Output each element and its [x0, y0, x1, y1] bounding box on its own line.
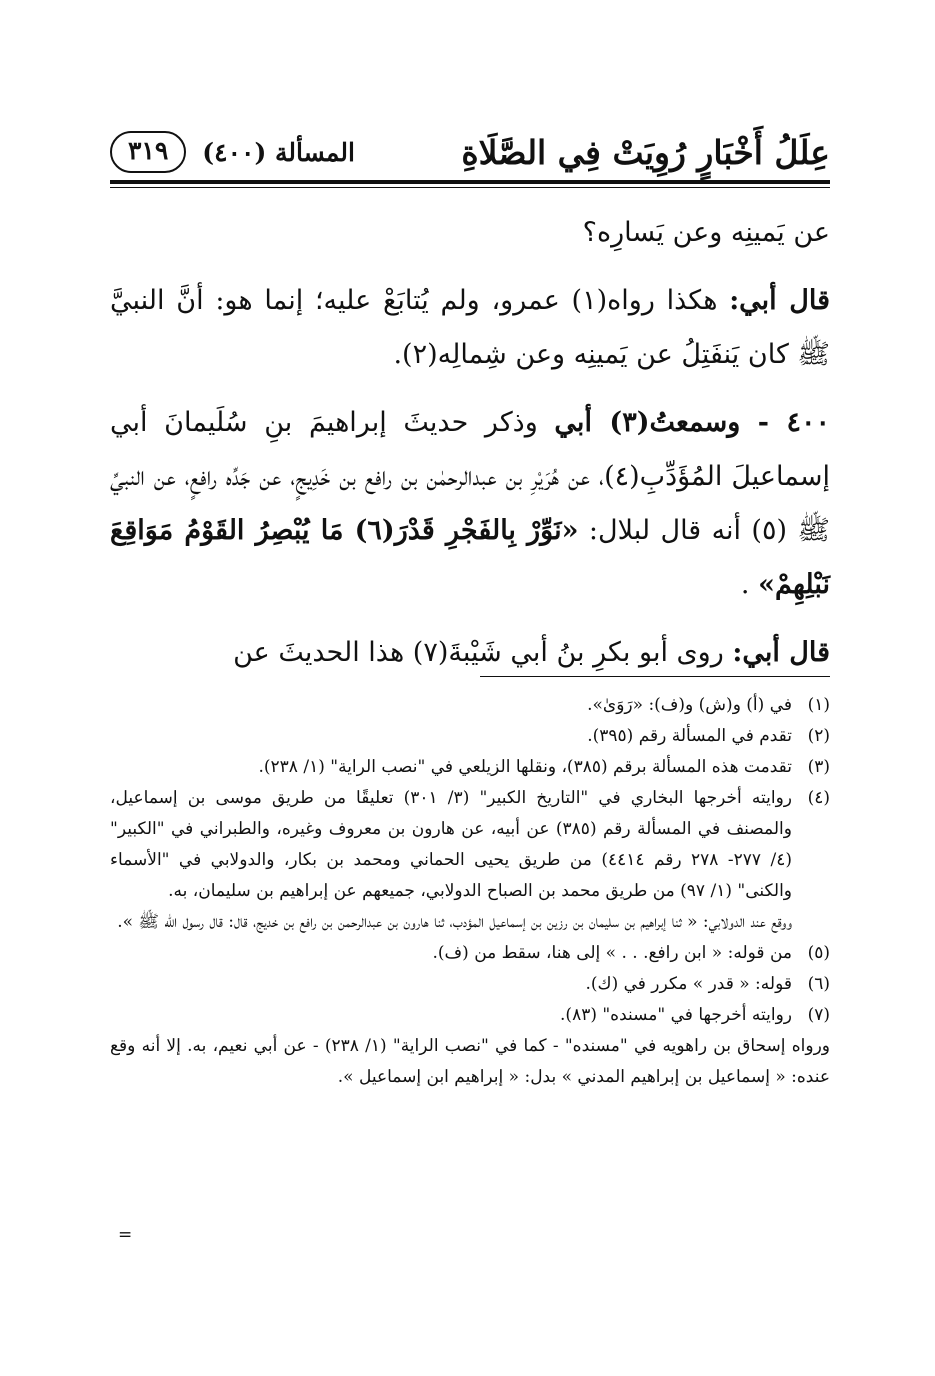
paragraph-2-lead: قال أبي: [729, 285, 830, 316]
continuation-mark: = [118, 1225, 133, 1245]
paragraph-3 [110, 396, 830, 612]
footnote-number: (٢) [807, 726, 830, 746]
footnote-2 [110, 721, 830, 752]
footnote-text [110, 783, 792, 938]
paragraph-3-end: . [740, 569, 750, 600]
footnote-text: من قوله: « ابن رافع. . . » إلى هنا، سقط من (ف). [432, 943, 792, 963]
footnote-4-extra: ووقع عند الدولابي: « ثنا إبراهيم بن سليمان بن رزين بن إسماعيل المؤدب، ثنا هارون بن عبدالرحمن بن رافع بن خديج، قال: قال رسول الله ﷺ ». [117, 912, 792, 932]
footnote-4 [110, 783, 830, 938]
footnote-5 [110, 938, 830, 969]
paragraph-2-text: هكذا رواه(١) عمرو، ولم يُتابَعْ عليه؛ إنما هو: أنَّ النبيَّ ﷺ كان يَنفَتِلُ عن يَمينِه وعن شِمالِه(٢). [110, 285, 830, 370]
footnote-number: (٣) [807, 757, 830, 777]
page-number: ٣١٩ [110, 131, 186, 173]
header-issue-group [110, 131, 355, 173]
paragraph-2 [110, 274, 830, 382]
running-header [110, 128, 830, 176]
header-rule-thin [110, 187, 830, 188]
footnote-1 [110, 690, 830, 721]
footnote-number: (٤) [807, 788, 830, 808]
footnote-number: (٧) [807, 1005, 830, 1025]
footnote-number: (٦) [807, 974, 830, 994]
main-text [110, 206, 830, 694]
paragraph-1-text: عن يَمينِه وعن يَسارِه؟ [582, 217, 830, 248]
paragraph-3-lead: ٤٠٠ - وسمعتُ(٣) أبي [554, 407, 830, 438]
paragraph-4-lead: قال أبي: [732, 637, 830, 668]
footnote-text: قوله: « قدر » مكرر في (ك). [585, 974, 792, 994]
footnote-text: روايته أخرجها في "مسنده" (٨٣). [560, 1005, 792, 1025]
footnote-4-main: روايته أخرجها البخاري في "التاريخ الكبير" (٣/ ٣٠١) تعليقًا من طريق موسى بن إسماعيل، والمصنف في المسألة رقم (٣٨٥) عن أبيه، عن هارون بن معروف وغيره، والطبراني في "الكبير" (٤/ ٢٧٧- ٢٧٨ رقم ٤٤١٤) من طريق يحيى الحماني ومحمد بن بكار، والدولابي في "الأسماء والكنى" (١/ ٩٧) من طريق محمد بن الصباح الدولابي، جميعهم عن إبراهيم بن سليمان، به. [110, 788, 792, 901]
paragraph-1 [110, 206, 830, 260]
footnote-text: تقدمت هذه المسألة برقم (٣٨٥)، ونقلها الزيلعي في "نصب الراية" (١/ ٢٣٨). [258, 757, 792, 777]
paragraph-4 [110, 626, 830, 680]
footnote-separator [480, 676, 830, 677]
footnote-3 [110, 752, 830, 783]
footnote-7 [110, 1000, 830, 1031]
footnote-text: تقدم في المسألة رقم (٣٩٥). [587, 726, 792, 746]
hadith-quote: «نَوِّرْ بِالفَجْرِ قَدْرَ(٦) مَا يُبْصِرُ القَوْمُ مَوَاقِعَ نَبْلِهِمْ» [110, 515, 830, 600]
footnote-6 [110, 969, 830, 1000]
book-title: عِلَلُ أَخْبَارٍ رُوِيَتْ فِي الصَّلَاةِ [461, 132, 830, 172]
footnote-text: في (أ) و(ش) و(ف): «رَوَىٰ». [587, 695, 792, 715]
footnote-number: (١) [807, 695, 830, 715]
issue-label: المسألة (٤٠٠) [202, 137, 355, 167]
paragraph-4-text: روى أبو بكرِ بنُ أبي شَيْبةَ(٧) هذا الحديثَ عن [233, 637, 724, 668]
header-rule-thick [110, 180, 830, 184]
footnote-continuation: ورواه إسحاق بن راهويه في "مسنده" - كما في "نصب الراية" (١/ ٢٣٨) - عن أبي نعيم، به. إلا أنه وقع عنده: « إسماعيل بن إبراهيم المدني » بدل: « إبراهيم ابن إسماعيل ». [110, 1036, 830, 1087]
footnote-number: (٥) [807, 943, 830, 963]
paragraph-3-text: وذكر حديثَ إبراهيمَ بنِ سُلَيمانَ أبي إسماعيلَ المُؤَدِّبِ(٤)، عن هُرَيْرِ بن عبدالرحمٰن بن رافع بن خَدِيجٍ، عن جَدِّه رافعٍ، عن النبيِّ ﷺ (٥) أنه قال لبلال: [110, 407, 830, 546]
footnotes [110, 690, 830, 1093]
